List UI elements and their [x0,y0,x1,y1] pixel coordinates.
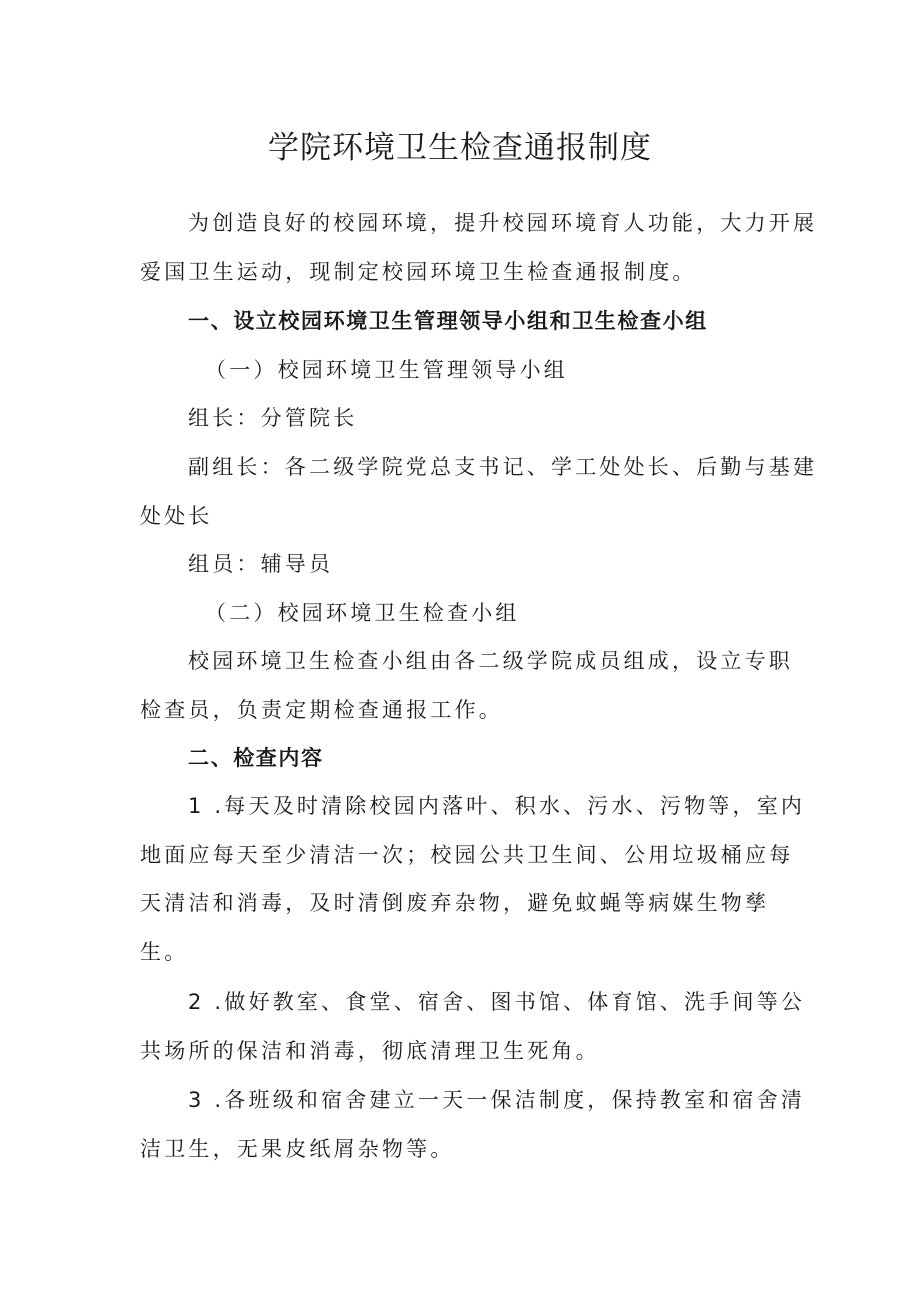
document-title: 学院环境卫生检查通报制度 [268,130,652,166]
item-1-line-1: 1 .每天及时清除校园内落叶、积水、污水、污物等，室内 [188,794,806,818]
intro-line-1: 为创造良好的校园环境，提升校园环境育人功能，大力开展 [188,211,818,235]
item-2-line-1: 2 .做好教室、食堂、宿舍、图书馆、体育馆、洗手间等公 [188,990,806,1014]
inspection-group-line-2: 检查员，负责定期检查通报工作。 [140,698,503,722]
item-2-line-2: 共场所的保洁和消毒，彻底清理卫生死角。 [140,1039,600,1063]
section-heading-2: 二、检查内容 [188,746,324,770]
inspection-group-line-1: 校园环境卫生检查小组由各二级学院成员组成，设立专职 [188,649,793,673]
leader-line: 组长：分管院长 [188,406,358,430]
subsection-heading-2: （二）校园环境卫生检查小组 [205,601,520,625]
item-1-line-3: 天清洁和消毒，及时清倒废弃杂物，避免蚊蝇等病媒生物孳 [140,891,770,915]
item-3-line-1: 3 .各班级和宿舍建立一天一保洁制度，保持教室和宿舍清 [188,1088,806,1112]
deputy-leader-line-2: 处处长 [140,504,213,528]
subsection-heading-1: （一）校园环境卫生管理领导小组 [205,358,568,382]
intro-line-2: 爱国卫生运动，现制定校园环境卫生检查通报制度。 [140,260,697,284]
section-heading-1: 一、设立校园环境卫生管理领导小组和卫生检查小组 [188,309,708,333]
item-1-line-2: 地面应每天至少清洁一次；校园公共卫生间、公用垃圾桶应每 [140,843,794,867]
deputy-leader-line-1: 副组长：各二级学院党总支书记、学工处处长、后勤与基建 [188,455,818,479]
item-1-line-4: 生。 [140,940,189,964]
item-3-line-2: 洁卫生，无果皮纸屑杂物等。 [140,1137,455,1161]
member-line: 组员：辅导员 [188,552,334,576]
